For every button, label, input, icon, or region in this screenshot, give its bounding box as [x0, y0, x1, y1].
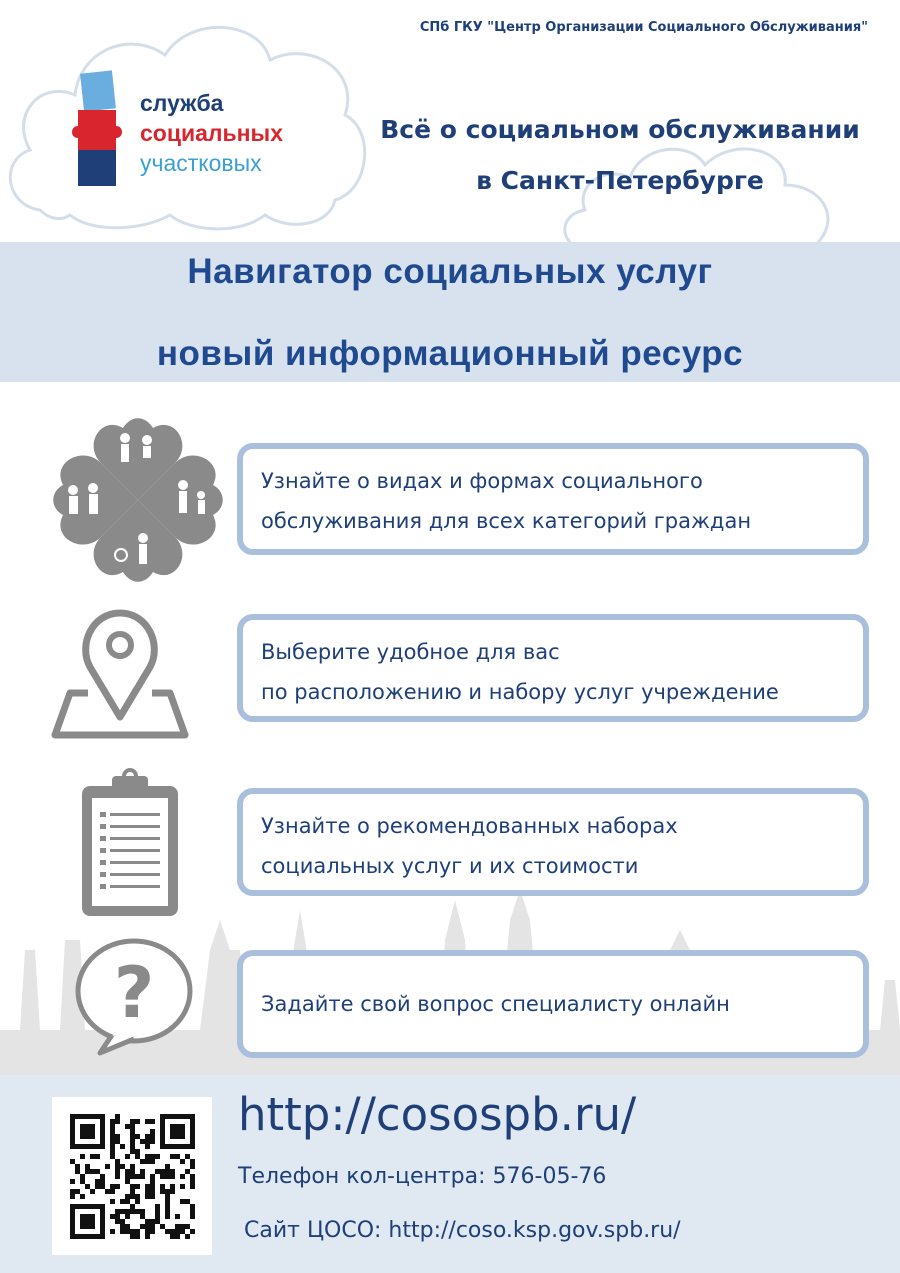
feature-card-2: [237, 614, 869, 722]
feature-card-1: [237, 443, 869, 555]
headline-line-1: Всё о социальном обслуживании: [380, 115, 860, 144]
main-url-link[interactable]: http://cosospb.ru/: [238, 1088, 637, 1141]
feature-3-line-1: Узнайте о рекомендованных наборах: [261, 814, 678, 838]
qr-code-icon[interactable]: [52, 1097, 212, 1255]
logo-text: [140, 88, 283, 178]
logo-line-2: социальных: [140, 120, 283, 146]
map-pin-icon: [50, 605, 190, 740]
headline-line-2: в Санкт-Петербурге: [476, 166, 764, 195]
family-clover-icon: [43, 410, 233, 590]
phone-number: Телефон кол-центра: 576-05-76: [238, 1164, 607, 1189]
puzzle-logo-icon: [72, 70, 132, 188]
title-line-1: Навигатор социальных услуг: [187, 252, 713, 291]
feature-1-line-2: обслуживания для всех категорий граждан: [261, 509, 752, 533]
feature-card-4: [237, 950, 869, 1058]
title-line-2: новый информационный ресурс: [156, 334, 744, 373]
feature-2-line-1: Выберите удобное для вас: [261, 640, 560, 664]
feature-1-line-1: Узнайте о видах и формах социального: [261, 469, 703, 493]
feature-card-3: [237, 788, 869, 896]
logo-line-3: участковых: [140, 150, 262, 176]
logo-line-1: служба: [140, 90, 224, 116]
svg-text:?: ?: [113, 952, 155, 1034]
clipboard-icon: [78, 768, 182, 920]
feature-4-line-1: Задайте свой вопрос специалисту онлайн: [261, 992, 730, 1016]
question-bubble-icon: [72, 935, 196, 1057]
organization-name: СПб ГКУ "Центр Организации Социального Обслуживания": [419, 20, 868, 35]
feature-3-line-2: социальных услуг и их стоимости: [261, 854, 639, 878]
site-link[interactable]: Сайт ЦОСО: http://coso.ksp.gov.spb.ru/: [244, 1218, 681, 1243]
feature-2-line-2: по расположению и набору услуг учреждение: [261, 680, 779, 704]
